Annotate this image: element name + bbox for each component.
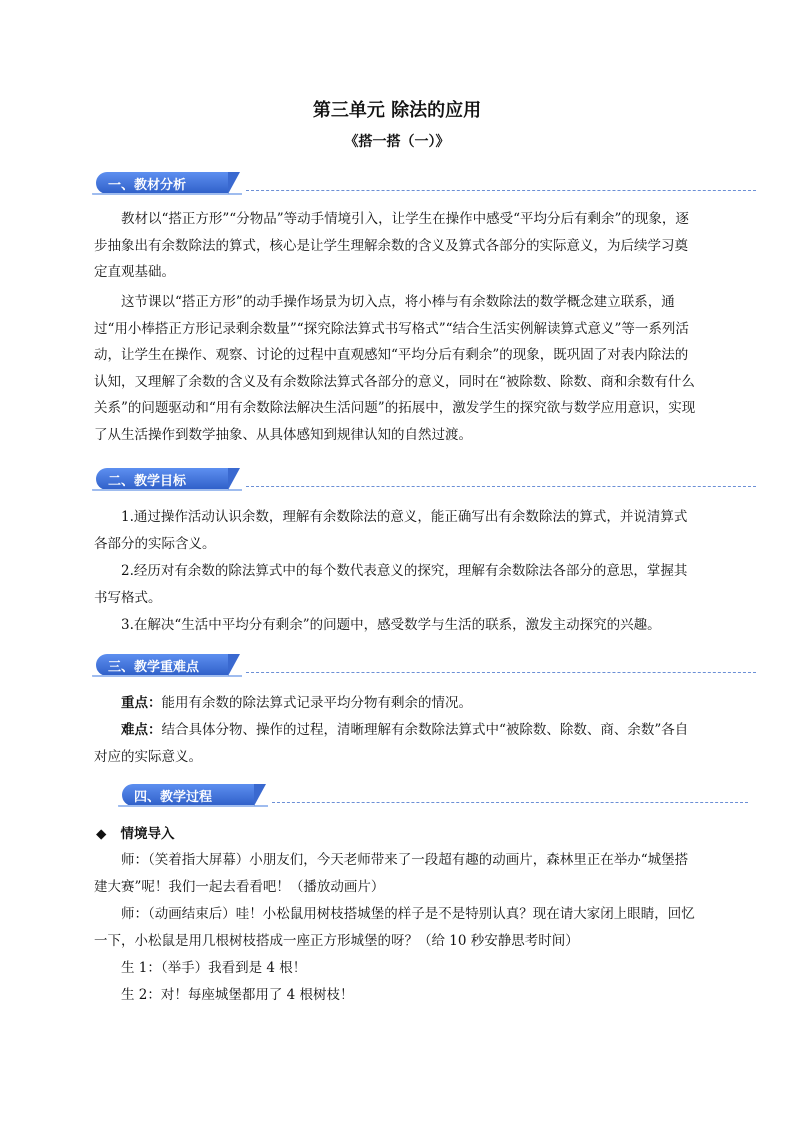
page-title: 第三单元 除法的应用 [312,100,482,121]
analysis-paragraph-1: 教材以“搭正方形”“分物品”等动手情境引入，让学生在操作中感受“平均分后有剩余”的现象，逐步抽象出有余数除法的算式，核心是让学生理解余数的含义及算式各部分的实际意义，为后续学习奠定直观基础。 [94,211,689,280]
goal-3: 3.在解决“生活中平均分有剩余”的问题中，感受数学与生活的联系，激发主动探究的兴趣。 [121,617,661,633]
section-tab [96,172,228,194]
dialogue-1: 师：（笑着指大屏幕）小朋友们，今天老师带来了一段超有趣的动画片，森林里正在举办“城堡搭建大赛”呢！我们一起去看看吧！（播放动画片） [94,852,689,895]
section-tab [122,784,254,806]
dashed-divider [272,802,748,803]
scenario-heading-text: 情境导入 [120,826,175,842]
goal-1: 1.通过操作活动认识余数，理解有余数除法的意义，能正确写出有余数除法的算式，并说清算式各部分的实际含义。 [94,509,688,552]
section-label: 一、教材分析 [108,178,187,193]
analysis-paragraph-2: 这节课以“搭正方形”的动手操作场景为切入点，将小棒与有余数除法的数学概念建立联系，通过“用小棒搭正方形记录剩余数量”“探究除法算式书写格式”“结合生活实例解读算式意义”等一系列活动，让学生在操作、观察、讨论的过程中直观感知“平均分后有剩余”的现象，既巩固了对表内除法的认知，又理解了余数的含义及有余数除法算式各部分的意义，同时在“被除数、除数、商和余数有什么关系”的问题驱动和“用有余数除法解决生活问题”的拓展中，激发学生的探究欲与数学应用意识，实现了从生活操作到数学抽象、从具体感知到规律认知的自然过渡。 [94,294,696,443]
lesson-subtitle: 《搭一搭（一）》 [344,134,450,150]
section-tab [96,468,228,490]
section-header-keypoints [96,648,756,682]
key-point-text: 能用有余数的除法算式记录平均分物有剩余的情况。 [161,695,472,711]
difficult-point [94,717,698,770]
dialogue-2: 师：（动画结束后）哇！小松鼠用树枝搭城堡的样子是不是特别认真？现在请大家闭上眼睛，回忆一下，小松鼠是用几根树枝搭成一座正方形城堡的呀？（给 10 秒安静思考时间） [94,906,695,949]
difficult-point-label: 难点： [121,722,162,738]
goal-2: 2.经历对有余数的除法算式中的每个数代表意义的探究，理解有余数除法各部分的意思，掌握其书写格式。 [94,563,688,606]
dialogue-3: 生 1：（举手）我看到是 4 根！ [121,960,307,976]
scenario-heading [96,822,175,842]
difficult-point-text: 结合具体分物、操作的过程，清晰理解有余数除法算式中“被除数、除数、商、余数”各自对应的实际意义。 [94,722,689,765]
section-label: 四、教学过程 [134,790,213,805]
section-tab [96,654,228,676]
section-label: 三、教学重难点 [108,660,200,675]
section-header-goals [96,462,756,496]
key-point [94,690,698,717]
dialogue-4: 生 2：对！每座城堡都用了 4 根树枝！ [121,987,354,1003]
section-label: 二、教学目标 [108,474,187,489]
dashed-divider [246,672,756,673]
section-header-process [122,778,748,812]
dashed-divider [246,486,756,487]
key-point-label: 重点： [121,695,162,711]
diamond-bullet-icon: ◆ [96,826,107,842]
dashed-divider [246,190,756,191]
section-header-analysis [96,166,756,200]
